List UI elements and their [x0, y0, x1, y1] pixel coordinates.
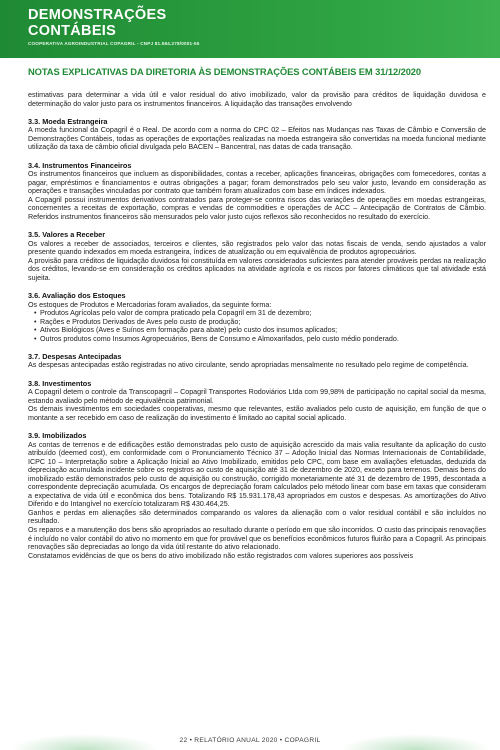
- brand-subtitle: COOPERATIVA AGROINDUSTRIAL COPAGRIL - CNPJ 81.584.278/0001-55: [28, 41, 200, 46]
- paragraph: Os estoques de Produtos e Mercadorias foram avaliados, da seguinte forma:: [28, 300, 272, 309]
- paragraph: Os instrumentos financeiros que incluem as disponibilidades, contas a receber, aplicações financeiras, obrigações com fornecedores, contas a pagar, empréstimos e financiamentos e outras obrigações a pagar; foram demonstrados pelo seu valor justo, levando em consideração as operações e transações vinculadas por contrato que também foram atualizados com base em índices indexados.: [28, 170, 486, 196]
- header-band: [0, 0, 500, 58]
- intro-paragraph: estimativas para determinar a vida útil e valor residual do ativo imobilizado, valor da provisão para créditos de liquidação duvidosa e determinação do valor justo para os instrumentos financeiros. A liquidação das transações envolvendo: [28, 91, 486, 108]
- section-heading-investimentos: 3.8. Investimentos: [28, 378, 92, 388]
- paragraph: A Copagril detem o controle da Transcopagril – Copagril Transportes Rodoviários Ltda com 99,98% de participação no capital social da mesma, estando avaliado pelo método de equivalência patrimonial.: [28, 388, 486, 405]
- paragraph: Os demais investimentos em sociedades cooperativas, mesmo que relevantes, estão avaliados pelo custo de aquisição, em função de que o montante a ser recebido em caso de realização do investimento é limitado ao capital social aplicado.: [28, 405, 486, 422]
- section-heading-despesas: 3.7. Despesas Antecipadas: [28, 351, 122, 361]
- section-heading-estoques: 3.6. Avaliação dos Estoques: [28, 290, 126, 300]
- paragraph: A provisão para créditos de liquidação duvidosa foi constituída em valores considerados suficientes para atender prováveis perdas na realização dos créditos, levando-se em consideração os créditos aplicados na atividade agrícola e os riscos por fatores climáticos que tal atividade está sujeita.: [28, 256, 486, 282]
- paragraph: Constatamos evidências de que os bens do ativo imobilizado não estão registrados com valores superiores aos possíveis: [28, 551, 414, 560]
- paragraph: Os reparos e a manutenção dos bens são apropriados ao resultado durante o período em que são incorridos. O custo das principais renovações é incluído no valor contábil do ativo no momento em que for provável que os benefícios econômicos futuros fluirão para a Copagril. As principais renovações são depreciadas ao longo da vida útil restante do ativo relacionado.: [28, 526, 486, 552]
- paragraph: As despesas antecipadas estão registradas no ativo circulante, sendo apropriadas mensalmente no resultado pelo regime de competência.: [28, 361, 469, 370]
- section-heading-moeda: 3.3. Moeda Estrangeira: [28, 116, 108, 126]
- page-title: NOTAS EXPLICATIVAS DA DIRETORIA ÀS DEMONSTRAÇÕES CONTÁBEIS EM 31/12/2020: [28, 66, 422, 77]
- footer-text: 22 • RELATÓRIO ANUAL 2020 • COPAGRIL: [179, 737, 321, 744]
- brand-title-line1: DEMONSTRAÇÕES: [28, 7, 167, 23]
- paragraph: Os valores a receber de associados, terceiros e clientes, são registrados pelo valor das notas fiscais de venda, sendo ajustados a valor presente quando indexados em moeda estrangeira, índices de atualização ou em equivalência de produtos agropecuários.: [28, 239, 486, 257]
- list-item: • Rações e Produtos Derivados de Aves pelo custo de produção;: [34, 318, 486, 327]
- brand-title-line2: CONTÁBEIS: [28, 23, 117, 39]
- document-body: [28, 91, 486, 560]
- list-item: • Ativos Biológicos (Aves e Suínos em formação para abate) pelo custo dos insumos aplicados;: [34, 326, 486, 335]
- paragraph: As contas de terrenos e de edificações estão demonstradas pelo custo de aquisição acrescido da mais valia resultante da aplicação do custo atribuído (deemed cost), em conformidade com o Pronunciamento Técnico 37 – Adoção Inicial das Normas Internacionais de Contabilidade, ICPC 10 – Interpretação sobre a Aplicação Inicial ao Ativo Imobilizado, emitidos pelo CPC, com base em avaliações efetuadas, deduzida da depreciação acumulada incidente sobre os registros ao custo de aquisição até 31 de dezembro de 2020, exceto para terrenos. Demais bens do imobilizado estão demonstrados pelo custo de aquisição ou construção, corrigido monetariamente até 31 de dezembro de 1995, descontada a correspondente depreciação acumulada. Os encargos de depreciação foram calculados pelo método linear com base em taxas que consideram a expectativa de vida útil e econômica dos bens. Totalizando R$ 15.931.178,43 apropriados em custos e despesas. As amortizações do Ativo Diferido e do Intangível no exercício totalizaram R$ 430.464,25.: [28, 440, 486, 509]
- page-footer: [0, 734, 500, 750]
- list-item: • Outros produtos como Insumos Agropecuários, Bens de Consumo e Almoxarifados, pelo custo médio ponderado.: [34, 335, 486, 344]
- section-heading-valores: 3.5. Valores a Receber: [28, 229, 106, 239]
- section-heading-imobilizados: 3.9. Imobilizados: [28, 430, 87, 440]
- paragraph: Ganhos e perdas em alienações são determinados comparando os valores da alienação com o valor residual contábil e são incluídos no resultado.: [28, 508, 486, 526]
- list-item: • Produtos Agrícolas pelo valor de compra praticado pela Copagril em 31 de dezembro;: [34, 309, 486, 318]
- paragraph: A Copagril possui instrumentos derivativos contratados para proteger-se contra riscos das variações de operações em moedas estrangeiras, concernentes a receitas de exportação, compras e vendas de commodities e operações de ACC – Antecipação de Contratos de Câmbio. Referidos instrumentos financeiros são mensurados pelo valor justo cujos reflexos são reconhecidos no resultado do exercício.: [28, 195, 486, 221]
- section-heading-instrumentos: 3.4. Instrumentos Financeiros: [28, 160, 132, 170]
- paragraph: A moeda funcional da Copagril é o Real. De acordo com a norma do CPC 02 – Efeitos nas Mudanças nas Taxas de Câmbio e Conversão de Demonstrações Contábeis, todas as operações de exportações realizadas na moeda estrangeira são convertidas na moeda funcional mediante utilização da taxa de câmbio oficial divulgada pelo BACEN – Bancentral, nas datas de cada transação.: [28, 126, 486, 152]
- bullet-list: [28, 309, 486, 343]
